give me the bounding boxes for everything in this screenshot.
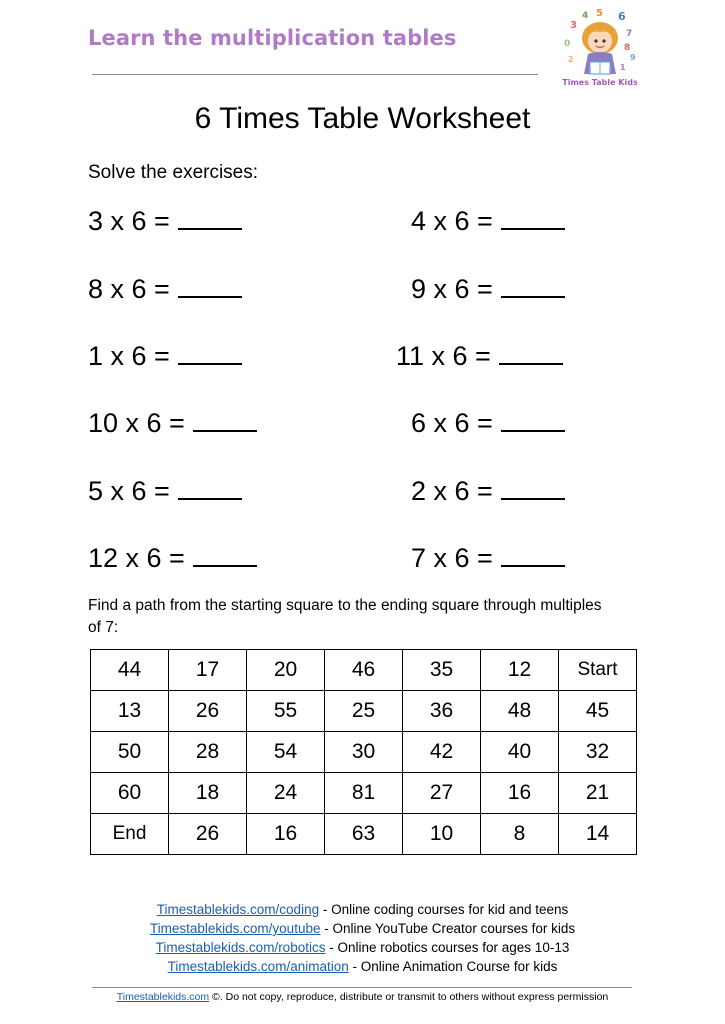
grid-cell[interactable]: 48 [481, 691, 559, 732]
grid-row [91, 650, 637, 691]
answer-blank[interactable] [178, 341, 242, 365]
exercise-item [411, 408, 565, 439]
grid-cell[interactable]: 8 [481, 814, 559, 855]
exercise-expression: 6 x 6 = [411, 408, 493, 438]
answer-blank[interactable] [178, 206, 242, 230]
exercise-item [396, 341, 563, 372]
grid-cell[interactable]: 32 [559, 732, 637, 773]
copyright-text: ©. Do not copy, reproduce, distribute or transmit to others without express permission [209, 991, 609, 1003]
grid-cell[interactable]: 18 [169, 773, 247, 814]
header-divider [92, 74, 538, 75]
answer-blank[interactable] [193, 543, 257, 567]
grid-cell[interactable]: 55 [247, 691, 325, 732]
grid-row [91, 732, 637, 773]
grid-cell[interactable]: 60 [91, 773, 169, 814]
exercise-item [88, 206, 242, 237]
link-description: - Online YouTube Creator courses for kids [320, 921, 576, 936]
grid-cell[interactable]: 28 [169, 732, 247, 773]
grid-cell[interactable]: 36 [403, 691, 481, 732]
grid-cell[interactable]: 35 [403, 650, 481, 691]
answer-blank[interactable] [178, 274, 242, 298]
coding-link[interactable]: Timestablekids.com/coding [156, 902, 320, 917]
logo-digit: 8 [624, 43, 631, 53]
grid-cell[interactable]: 25 [325, 691, 403, 732]
exercise-item [411, 476, 565, 507]
footer-link-line [0, 957, 725, 976]
page-title: 6 Times Table Worksheet [194, 102, 531, 135]
answer-blank[interactable] [193, 408, 257, 432]
path-grid [90, 649, 637, 855]
grid-cell[interactable]: 21 [559, 773, 637, 814]
grid-cell-start[interactable]: Start [559, 650, 637, 691]
grid-cell[interactable]: 42 [403, 732, 481, 773]
exercise-expression: 2 x 6 = [411, 476, 493, 506]
exercise-expression: 9 x 6 = [411, 274, 493, 304]
grid-cell[interactable]: 16 [247, 814, 325, 855]
footer-link-line [0, 938, 725, 957]
exercise-expression: 1 x 6 = [88, 341, 170, 371]
exercise-item [88, 274, 242, 305]
path-instructions: Find a path from the starting square to the ending square through multiples of 7: [88, 597, 602, 636]
grid-cell[interactable]: 12 [481, 650, 559, 691]
grid-cell[interactable]: 63 [325, 814, 403, 855]
grid-cell[interactable]: 26 [169, 814, 247, 855]
grid-cell[interactable]: 81 [325, 773, 403, 814]
header-title: Learn the multiplication tables [88, 26, 457, 50]
grid-cell[interactable]: 13 [91, 691, 169, 732]
grid-cell[interactable]: 26 [169, 691, 247, 732]
grid-row [91, 691, 637, 732]
robotics-link[interactable]: Timestablekids.com/robotics [155, 940, 326, 955]
exercise-item [411, 206, 565, 237]
exercise-item [88, 408, 257, 439]
site-link[interactable]: Timestablekids.com [116, 991, 210, 1003]
logo-caption: Times Table Kids [562, 78, 638, 87]
logo-digit: 7 [626, 29, 633, 39]
exercise-expression: 11 x 6 = [396, 341, 491, 371]
logo-digit: 1 [620, 63, 626, 72]
exercise-item [88, 341, 242, 372]
link-description: - Online coding courses for kid and teens [319, 902, 569, 917]
grid-cell[interactable]: 14 [559, 814, 637, 855]
grid-cell[interactable]: 30 [325, 732, 403, 773]
grid-cell[interactable]: 45 [559, 691, 637, 732]
answer-blank[interactable] [501, 476, 565, 500]
exercise-expression: 4 x 6 = [411, 206, 493, 236]
logo-digit: 2 [568, 55, 574, 64]
exercise-item [411, 274, 565, 305]
footer-divider [92, 987, 632, 988]
footer-links [0, 900, 725, 976]
answer-blank[interactable] [501, 206, 565, 230]
exercise-expression: 8 x 6 = [88, 274, 170, 304]
grid-cell[interactable]: 50 [91, 732, 169, 773]
exercise-expression: 10 x 6 = [88, 408, 185, 438]
grid-cell[interactable]: 40 [481, 732, 559, 773]
grid-cell-end[interactable]: End [91, 814, 169, 855]
grid-cell[interactable]: 46 [325, 650, 403, 691]
grid-cell[interactable]: 20 [247, 650, 325, 691]
exercise-expression: 3 x 6 = [88, 206, 170, 236]
exercise-expression: 7 x 6 = [411, 543, 493, 573]
answer-blank[interactable] [501, 274, 565, 298]
link-description: - Online Animation Course for kids [348, 959, 558, 974]
grid-cell[interactable]: 54 [247, 732, 325, 773]
logo-digit: 4 [582, 11, 589, 21]
grid-cell[interactable]: 16 [481, 773, 559, 814]
grid-cell[interactable]: 10 [403, 814, 481, 855]
answer-blank[interactable] [499, 341, 563, 365]
logo-digit: 3 [570, 20, 577, 31]
grid-cell[interactable]: 24 [247, 773, 325, 814]
logo-digit: 0 [564, 39, 571, 49]
copyright-notice [0, 991, 725, 1003]
answer-blank[interactable] [501, 543, 565, 567]
grid-cell[interactable]: 17 [169, 650, 247, 691]
answer-blank[interactable] [178, 476, 242, 500]
logo-digit: 5 [596, 8, 603, 19]
exercise-item [88, 543, 257, 574]
exercise-expression: 5 x 6 = [88, 476, 170, 506]
footer-link-line [0, 919, 725, 938]
grid-cell[interactable]: 44 [91, 650, 169, 691]
grid-row [91, 814, 637, 855]
logo-digit: 9 [630, 53, 636, 62]
youtube-link[interactable]: Timestablekids.com/youtube [149, 921, 321, 936]
link-description: - Online robotics courses for ages 10-13 [325, 940, 570, 955]
animation-link[interactable]: Timestablekids.com/animation [167, 959, 349, 974]
grid-cell[interactable]: 27 [403, 773, 481, 814]
instructions: Solve the exercises: [88, 162, 259, 183]
answer-blank[interactable] [501, 408, 565, 432]
exercise-item [88, 476, 242, 507]
footer-link-line [0, 900, 725, 919]
logo-digit: 6 [618, 10, 626, 23]
exercise-item [411, 543, 565, 574]
grid-row [91, 773, 637, 814]
exercise-expression: 12 x 6 = [88, 543, 185, 573]
